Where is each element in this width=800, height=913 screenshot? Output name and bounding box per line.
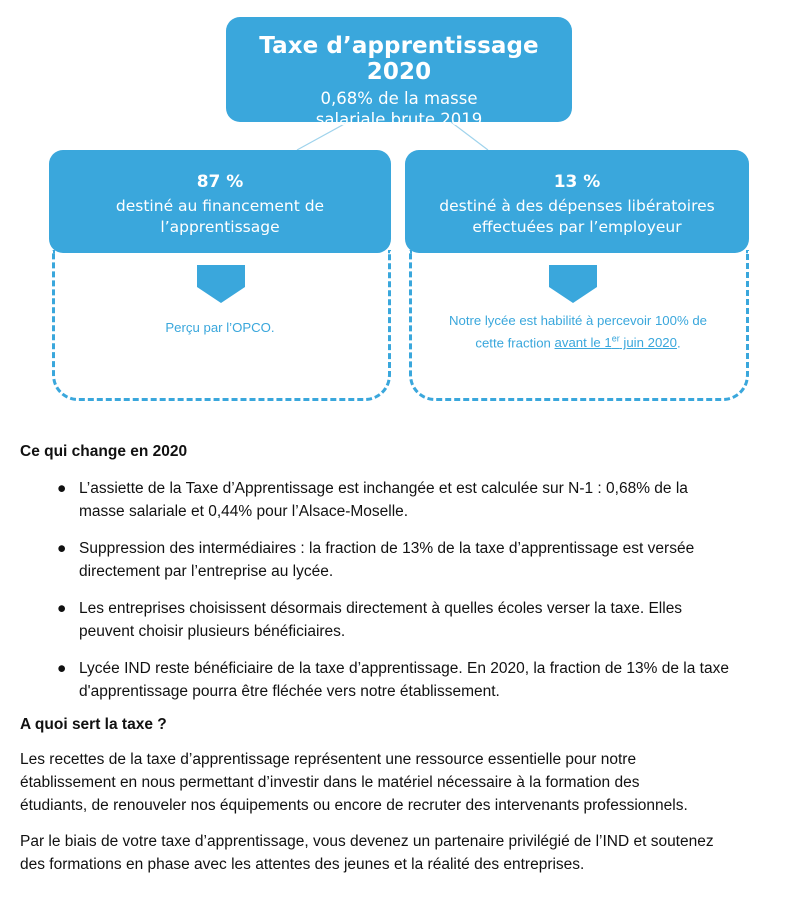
list-item <box>20 657 785 703</box>
branch-13-box <box>405 150 749 253</box>
list-item-line2: directement par l’entreprise au lycée. <box>79 563 334 580</box>
branch-87-percent: 87 % <box>196 172 244 192</box>
list-item <box>20 597 785 643</box>
purpose-line1: Les recettes de la taxe d’apprentissage représentent une ressource essentielle pour notre <box>20 751 637 768</box>
diagram-title: Taxe d’apprentissage 2020 <box>259 33 539 85</box>
list-item-line1: Suppression des intermédiaires : la fraction de 13% de la taxe d’apprentissage est versée <box>79 540 695 557</box>
deadline-link[interactable] <box>555 335 677 350</box>
branch-87-line1: destiné au financement de <box>115 197 325 215</box>
partner-line2: des formations en phase avec les attentes des jeunes et la réalité des entreprises. <box>20 856 585 873</box>
list-item-line2: peuvent choisir plusieurs bénéficiaires. <box>79 623 346 640</box>
right-note-suffix: . <box>676 335 681 351</box>
bullet-icon: ● <box>57 480 67 497</box>
list-item <box>20 477 785 523</box>
branch-13-line1: destiné à des dépenses libératoires <box>439 197 715 215</box>
list-item-line2: d'apprentissage pourra être fléchée vers notre établissement. <box>79 683 500 700</box>
deadline-sup: er <box>611 334 620 344</box>
arrow-down-icon <box>197 265 245 305</box>
right-note <box>412 312 744 352</box>
total-tax-box <box>226 17 572 129</box>
partner-line1: Par le biais de votre taxe d’apprentissage, vous devenez un partenaire privilégié de l’IND et soutenez <box>20 833 714 850</box>
diagram-subtitle-line2: salariale brute 2019 <box>315 110 483 129</box>
list-item-line1: Les entreprises choisissent désormais directement à quelles écoles verser la taxe. Elles <box>79 600 683 617</box>
deadline-text-a: avant le 1 <box>554 335 612 351</box>
right-note-line2 <box>412 330 744 352</box>
right-note-line1: Notre lycée est habilité à percevoir 100% de <box>448 313 708 328</box>
section-heading-purpose: A quoi sert la taxe ? <box>20 716 167 733</box>
list-item-line2: masse salariale et 0,44% pour l’Alsace-Moselle. <box>79 503 409 520</box>
branch-87-box <box>49 150 391 253</box>
right-note-prefix: cette fraction <box>475 335 555 351</box>
list-item-line1: Lycée IND reste bénéficiaire de la taxe d’apprentissage. En 2020, la fraction de 13% de la taxe <box>79 660 729 677</box>
list-item <box>20 537 785 583</box>
section-heading-changes: Ce qui change en 2020 <box>20 443 188 460</box>
text-content <box>20 440 785 876</box>
bullet-icon: ● <box>57 600 67 617</box>
arrow-down-icon <box>549 265 597 305</box>
branch-87-line2: l’apprentissage <box>160 218 280 236</box>
changes-list <box>20 477 785 703</box>
list-item-line1: L’assiette de la Taxe d’Apprentissage est inchangée et est calculée sur N-1 : 0,68% de la <box>79 480 688 497</box>
diagram-subtitle-line1: 0,68% de la masse <box>320 89 478 108</box>
tax-diagram <box>0 0 800 420</box>
branch-13-percent: 13 % <box>553 172 601 192</box>
deadline-text-b: juin 2020 <box>619 335 677 351</box>
left-note: Perçu par l’OPCO. <box>165 320 275 335</box>
purpose-line3: étudiants, de renouveler nos équipements ou encore de recruter des intervenants professionnels. <box>20 797 688 814</box>
bullet-icon: ● <box>57 540 67 557</box>
purpose-paragraph <box>20 748 785 817</box>
purpose-line2: établissement en nous permettant d’investir dans le matériel nécessaire à la formation des <box>20 774 640 791</box>
bullet-icon: ● <box>57 660 67 677</box>
branch-13-line2: effectuées par l’employeur <box>472 218 682 236</box>
partner-paragraph <box>20 830 785 876</box>
